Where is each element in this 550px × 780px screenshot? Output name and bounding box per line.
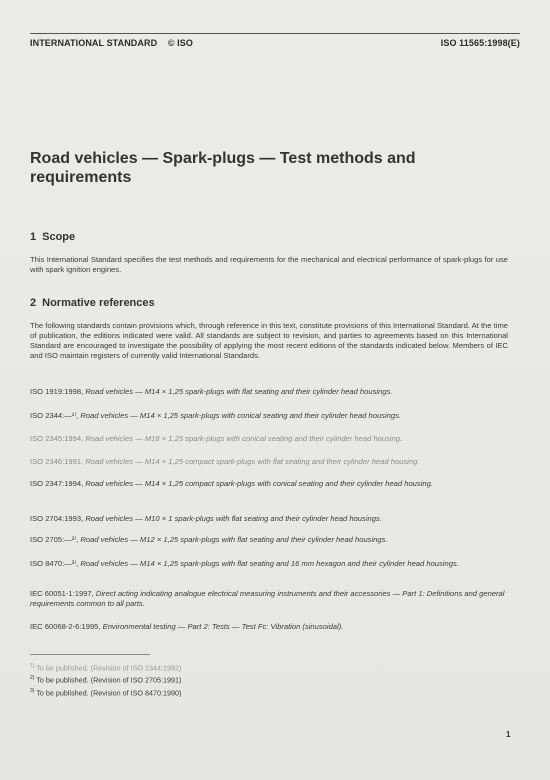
reference-code: ISO 2346:1991, [30,457,84,466]
reference-title: Road vehicles — M14 × 1,25 spark-plugs with flat seating and their cylinder head housings. [85,387,393,396]
copyright-mark: © ISO [167,38,193,48]
reference-item [30,479,512,489]
reference-code: IEC 60068-2-6:1995, [30,622,101,631]
reference-item [30,589,512,609]
footnote [30,688,181,697]
standard-reference: ISO 11565:1998(E) [440,38,520,48]
scope-paragraph: This International Standard specifies the test methods and requirements for the mechanical and electrical performance of spark-plugs for use with spark ignition engines. [30,255,508,274]
reference-item [30,387,512,397]
reference-item [30,622,512,632]
reference-code: ISO 2345:1994, [30,434,84,443]
header-left [30,38,193,48]
footnote-mark: 3) [30,688,35,694]
section-number: 2 [30,297,37,309]
reference-item [30,514,512,524]
reference-code: ISO 2704:1993, [30,514,84,523]
reference-item [30,457,512,467]
reference-item [30,559,512,569]
page-number: 1 [506,730,511,739]
reference-title: Road vehicles — M18 × 1,25 spark-plugs with conical seating and their cylinder head housing. [85,434,403,443]
footnote-text: To be published. (Revision of ISO 2705:1991) [36,675,182,685]
reference-title: Direct acting indicating analogue electrical measuring instruments and their accessories — Part 1: Definitions and general requirements common to all parts. [30,589,505,608]
reference-code: ISO 2347:1994, [30,479,84,488]
footnote-mark: 1) [30,663,35,669]
reference-code: ISO 8470:—³⁾, [30,559,79,568]
reference-code: ISO 2705:—²⁾, [30,535,79,544]
footnote-text: To be published. (Revision of ISO 8470:1990) [36,688,182,698]
reference-title: Road vehicles — M10 × 1 spark-plugs with flat seating and their cylinder head housings. [85,514,382,523]
reference-title: Road vehicles — M14 × 1,25 spark-plugs with conical seating and their cylinder head housings. [80,411,402,420]
reference-item [30,535,512,545]
reference-item [30,434,512,444]
document-title: Road vehicles — Spark-plugs — Test methods and requirements [30,150,416,186]
section-heading-normative-references [30,297,155,309]
header-rule [30,33,520,34]
reference-code: ISO 1919:1998, [30,387,84,396]
reference-title: Road vehicles — M14 × 1,25 spark-plugs with flat seating and 16 mm hexagon and their cylinder head housings. [80,559,459,568]
normative-references-paragraph: The following standards contain provisions which, through reference in this text, constitute provisions of this International Standard. At the time of publication, the editions indicated were valid. All standards are subject to revision, and parties to agreements based on this International Standard are encouraged to investigate the possibility of applying the most recent editions of the standards indicated below. Members of IEC and ISO maintain registers of currently valid International Standards. [30,321,508,360]
footnote [30,675,181,684]
reference-title: Road vehicles — M12 × 1,25 spark-plugs with flat seating and their cylinder head housings. [80,535,388,544]
reference-code: IEC 60051-1:1997, [30,589,94,598]
footnote [30,663,181,672]
reference-title: Road vehicles — M14 × 1,25 compact spark-plugs with conical seating and their cylinder head housing. [85,479,433,488]
standard-type: INTERNATIONAL STANDARD [30,38,158,48]
reference-item [30,411,512,421]
section-heading-scope [30,231,75,243]
footnote-rule [30,654,150,655]
footnote-text: To be published. (Revision of ISO 2344:1992) [36,663,182,673]
section-title: Normative references [42,297,155,309]
reference-title: Environmental testing — Part 2: Tests — Test Fc: Vibration (sinusoidal). [102,622,344,631]
reference-code: ISO 2344:—¹⁾, [30,411,79,420]
section-number: 1 [30,231,37,243]
footnote-mark: 2) [30,675,35,681]
section-title: Scope [42,231,76,243]
reference-title: Road vehicles — M14 × 1,25 compact spark-plugs with flat seating and their cylinder head housing. [85,457,420,466]
